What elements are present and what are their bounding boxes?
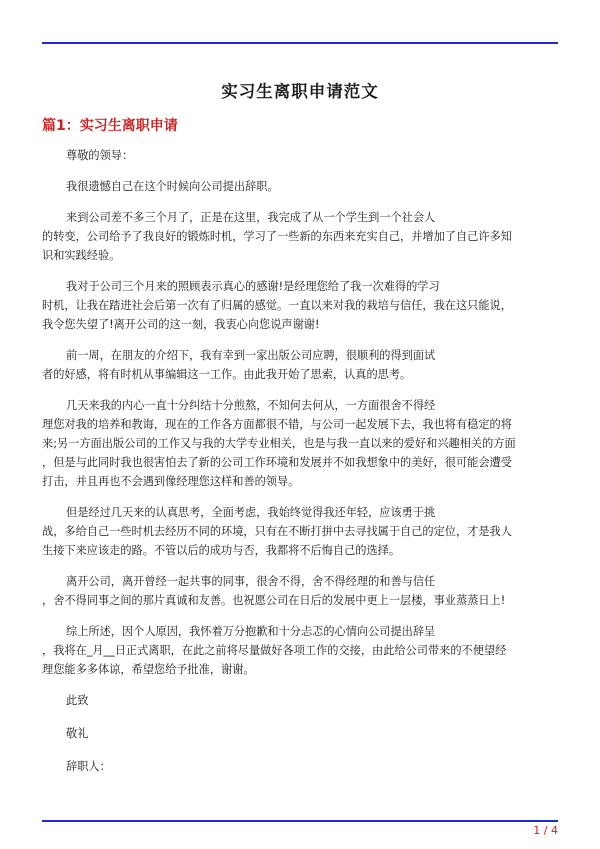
paragraph: 我很遗憾自己在这个时候向公司提出辞职。 <box>66 180 279 193</box>
paragraph: 但是经过几天来的认真思考，全面考虑，我始终觉得我还年轻，应该勇于挑 战，多给自己一些时机去经历不同的环境，只有在不断打拼中去寻找属于自己的定位，才是我人 生接下来应该走的路。不管以后的成功与否，我都将不后悔自己的选择。 <box>42 506 512 557</box>
bottom-rule <box>42 820 558 822</box>
paragraph: 离开公司，离开曾经一起共事的同事，很舍不得，舍不得经理的和善与信任 ，舍不得同事之间的那片真诚和友善。也祝愿公司在日后的发展中更上一层楼，事业蒸蒸日上! <box>42 575 506 607</box>
document-title: 实习生离职申请范文 <box>221 82 379 101</box>
paragraph: 几天来我的内心一直十分纠结十分煎熬，不知何去何从，一方面很舍不得经 理您对我的培养和教诲，现在的工作各方面都很不错，与公司一起发展下去，我也将有稳定的将 来;另一方面出版公司的工作又与我的大学专业相关，也是与我一直以来的爱好和兴趣相关的方面 ，但是与此同时我也很害怕去了新的公司工作环境和发展并不如我想象中的美好，很可能会遭受 打击，并且再也不会遇到像经理您这样和善的领导。 <box>42 399 516 488</box>
paragraph-list <box>42 177 558 679</box>
letter-body <box>42 146 558 790</box>
paragraph: 我对于公司三个月来的照顾表示真心的感谢!是经理您给了我一次难得的学习 时机，让我在踏进社会后第一次有了归属的感觉。一直以来对我的栽培与信任，我在这只能说， 我令您失望了!离开公司的这一刻，我衷心向您说声谢谢! <box>42 280 512 331</box>
paragraph: 来到公司差不多三个月了，正是在这里，我完成了从一个学生到一个社会人 的转变，公司给予了我良好的锻炼时机，学习了一些新的东西来充实自己，并增加了自己许多知 识和实践经验。 <box>42 211 512 262</box>
section-heading: 篇1：实习生离职申请 <box>42 118 178 134</box>
closing-line: 敬礼 <box>66 727 89 740</box>
paragraph: 综上所述，因个人原因，我怀着万分抱歉和十分忐忑的心情向公司提出辞呈 ，我将在_月__日正式离职，在此之前将尽量做好各项工作的交接，由此给公司带来的不便望经 理您能多多体谅，希望您给予批准，谢谢。 <box>42 625 507 676</box>
paragraph: 前一周，在朋友的介绍下，我有幸到一家出版公司应聘，很顺利的得到面试 者的好感，将有时机从事编辑这一工作。由此我开始了思索，认真的思考。 <box>42 349 436 381</box>
closing-line: 此致 <box>66 694 89 707</box>
salutation: 尊敬的领导： <box>66 149 134 162</box>
top-rule <box>42 42 558 44</box>
page-number: 1 / 4 <box>533 824 558 837</box>
closing-line: 辞职人： <box>66 760 111 773</box>
closing-block <box>42 691 558 776</box>
